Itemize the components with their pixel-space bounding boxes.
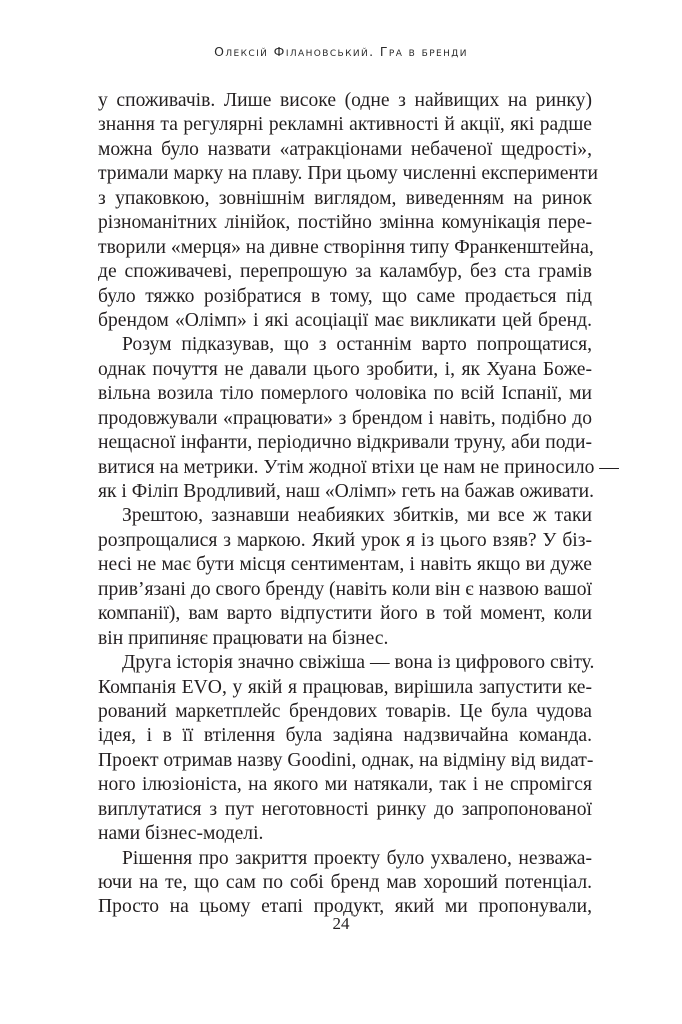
text-line: де споживачеві, перепрошую за каламбур, без ста грамів [98, 261, 592, 283]
text-line: з упаковкою, зовнішнім виглядом, виведенням на ринок [98, 187, 592, 209]
text-line: прив’язані до свого бренду (навіть коли він є назвою вашої [98, 578, 592, 600]
text-line: Просто на цьому етапі продукт, який ми пропонували, [98, 896, 592, 918]
text-line: продовжували «працювати» з брендом і навіть, подібно до [98, 407, 592, 429]
text-line: тримали марку на плаву. При цьому численні експерименти [98, 163, 598, 185]
text-line: ного ілюзіоніста, на якого ми натякали, так і не спромігся [98, 774, 592, 796]
text-line: як і Філіп Вродливий, наш «Олімп» геть на бажав оживати. [98, 481, 595, 502]
text-line: брендом «Олімп» і які асоціації має викликати цей бренд. [98, 309, 592, 331]
text-line: було тяжко розібратися в тому, що саме продається під [98, 285, 592, 307]
text-line: виплутатися з пут неготовності ринку до запропонованої [98, 798, 592, 820]
running-head: Олексій Філановський. Гра в бренди [214, 44, 468, 59]
text-line: ідея, і в її втілення була задіяна надзвичайна команда. [98, 725, 592, 747]
text-line: у споживачів. Лише високе (одне з найвищих на ринку) [98, 90, 592, 111]
paragraph [98, 504, 592, 651]
paragraph [98, 651, 595, 847]
text-line: Компанія EVO, у якій я працював, вирішила запустити ке- [98, 676, 592, 698]
text-line: розпрощалися з маркою. Який урок я із цього взяв? У біз- [98, 529, 592, 551]
text-line: різноманітних лінійок, постійно змінна комунікація пере- [98, 212, 592, 234]
text-line: нами бізнес-моделі. [98, 823, 264, 845]
text-line: компанії), вам варто відпустити його в той момент, коли [98, 603, 592, 625]
text-line: Розум підказував, що з останнім варто попрощатися, [122, 334, 592, 356]
paragraph [98, 89, 598, 333]
text-line: Рішення про закриття проекту було ухвалено, незважа- [122, 847, 592, 869]
text-line: нещасної інфанти, періодично відкривали труну, аби поди- [98, 432, 592, 454]
text-line: однак почуття не давали цього зробити, і, як Хуана Боже- [98, 358, 592, 380]
body-text [98, 89, 619, 920]
text-line: рований маркетплейс брендових товарів. Це була чудова [98, 700, 592, 722]
paragraph [98, 333, 619, 504]
text-line: Проект отримав назву Goodini, однак, на відміну від видат- [98, 749, 594, 771]
text-line: Зрештою, зазнавши неабияких збитків, ми все ж таки [122, 505, 592, 527]
text-line: Друга історія значно свіжіша — вона із цифрового світу. [122, 652, 595, 674]
text-line: вільна возила тіло померлого чоловіка по всій Іспанії, ми [98, 383, 592, 405]
text-line: витися на метрики. Утім жодної втіхи це нам не приносило — [98, 456, 619, 478]
paragraph [98, 847, 592, 920]
text-line: ючи на те, що сам по собі бренд мав хороший потенціал. [98, 872, 592, 893]
text-line: творили «мерця» на дивне створіння типу Франкенштейна, [98, 236, 594, 258]
page-number: 24 [332, 914, 350, 933]
text-line: можна було назвати «атракціонами небаченої щедрості», [98, 138, 592, 160]
text-line: несі не має бути місця сентиментам, і навіть якщо ви дуже [98, 554, 592, 576]
text-line: знання та регулярні рекламні активності й акції, які радше [98, 114, 592, 136]
text-line: він припиняє працювати на бізнес. [98, 627, 389, 649]
